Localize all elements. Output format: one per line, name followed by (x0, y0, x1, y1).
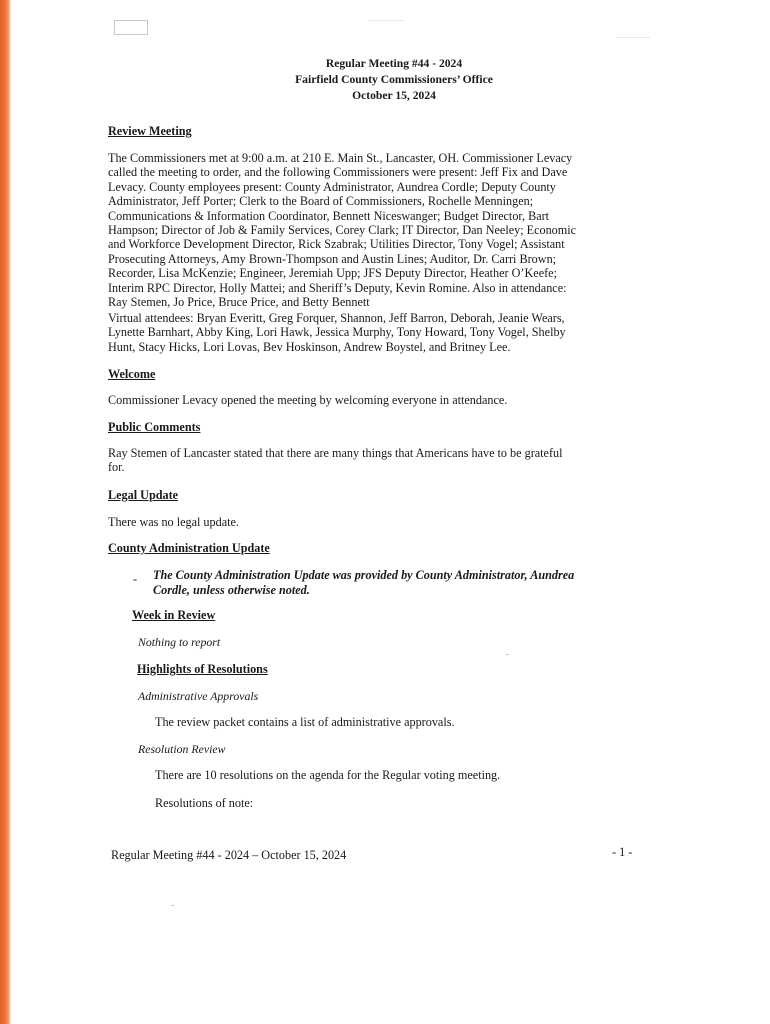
paragraph-line: Hunt, Stacy Hicks, Lori Lovas, Bev Hoskinson, Andrew Boystel, and Britney Lee. (108, 339, 511, 354)
header-date: October 15, 2024 (352, 89, 436, 102)
heading-county-administration: County Administration Update (108, 541, 270, 555)
subheading-highlights: Highlights of Resolutions (137, 662, 268, 676)
paragraph-line: The Commissioners met at 9:00 a.m. at 210 E. Main St., Lancaster, OH. Commissioner Levacy (108, 151, 573, 165)
paragraph-line: Lynette Barnhart, Abby King, Lori Hawk, Jessica Murphy, Tony Howard, Tony Vogel, Shelby (108, 325, 566, 340)
county-admin-bullet (153, 568, 574, 598)
paragraph-line: Ray Stemen of Lancaster stated that there are many things that Americans have to be grateful (108, 446, 563, 460)
paragraph-line: Virtual attendees: Bryan Everitt, Greg Forquer, Shannon, Jeff Barron, Deborah, Jeanie Wears, (108, 311, 565, 325)
paragraph-line: Administrator, Jeff Porter; Clerk to the Board of Commissioners, Rochelle Menningen; (108, 194, 534, 209)
resolution-review-label: Resolution Review (138, 742, 226, 756)
scan-speck (506, 654, 508, 655)
bullet-dash: - (133, 572, 138, 586)
paragraph-line: and Workforce Development Director, Rick Szabrak; Utilities Director, Tony Vogel; Assistant (108, 237, 565, 252)
header-office: Fairfield County Commissioners’ Office (295, 73, 493, 86)
public-comments-paragraph (108, 446, 668, 475)
legal-update-paragraph (108, 515, 668, 529)
heading-legal-update: Legal Update (108, 488, 179, 502)
paragraph-line: Ray Stemen, Jo Price, Bruce Price, and Betty Bennett (108, 295, 370, 310)
paragraph-line: Interim RPC Director, Holly Mattei; and Sheriff’s Deputy, Kevin Romine. Also in attendance: (108, 280, 567, 295)
scan-speck (172, 905, 174, 906)
paragraph-line: There was no legal update. (108, 515, 239, 529)
paragraph-line: Communications & Information Coordinator, Bennett Niceswanger; Budget Director, Bart (108, 208, 550, 223)
admin-approvals-label: Administrative Approvals (138, 689, 259, 703)
paragraph-line: Commissioner Levacy opened the meeting by welcoming everyone in attendance. (108, 393, 508, 407)
review-meeting-paragraph (108, 151, 668, 309)
heading-welcome: Welcome (108, 367, 156, 381)
paragraph-line: Prosecuting Attorneys, Amy Brown-Thompson and Austin Lines; Auditor, Dr. Carri Brown; (108, 251, 557, 266)
paragraph-line: Hampson; Director of Job & Family Services, Corey Clark; IT Director, Dan Neeley; Economic (108, 223, 577, 238)
document-header (0, 56, 770, 104)
paragraph-line: for. (108, 460, 125, 475)
header-meeting-title: Regular Meeting #44 - 2024 (325, 57, 463, 70)
bullet-line: Cordle, unless otherwise noted. (153, 583, 310, 597)
heading-public-comments: Public Comments (108, 420, 201, 434)
paragraph-line: called the meeting to order, and the following Commissioners were present: Jeff Fix and Dave (108, 165, 568, 180)
resolutions-of-note: Resolutions of note: (155, 796, 254, 810)
admin-approvals-text: The review packet contains a list of administrative approvals. (155, 715, 455, 729)
resolution-review-text: There are 10 resolutions on the agenda for the Regular voting meeting. (155, 768, 501, 782)
bullet-line: The County Administration Update was provided by County Administrator, Aundrea (153, 568, 575, 582)
virtual-attendees-paragraph (108, 311, 668, 354)
footer-meeting-info: Regular Meeting #44 - 2024 – October 15, 2024 (111, 848, 347, 862)
paragraph-line: Recorder, Lisa McKenzie; Engineer, Jeremiah Upp; JFS Deputy Director, Heather O’Keefe; (108, 266, 557, 281)
welcome-paragraph (108, 393, 668, 407)
heading-review-meeting: Review Meeting (108, 124, 192, 138)
week-in-review-text: Nothing to report (138, 635, 221, 649)
footer-page-number: - 1 - (612, 845, 633, 859)
subheading-week-in-review: Week in Review (132, 608, 216, 622)
paragraph-line: Levacy. County employees present: County Administrator, Aundrea Cordle; Deputy County (108, 179, 556, 194)
